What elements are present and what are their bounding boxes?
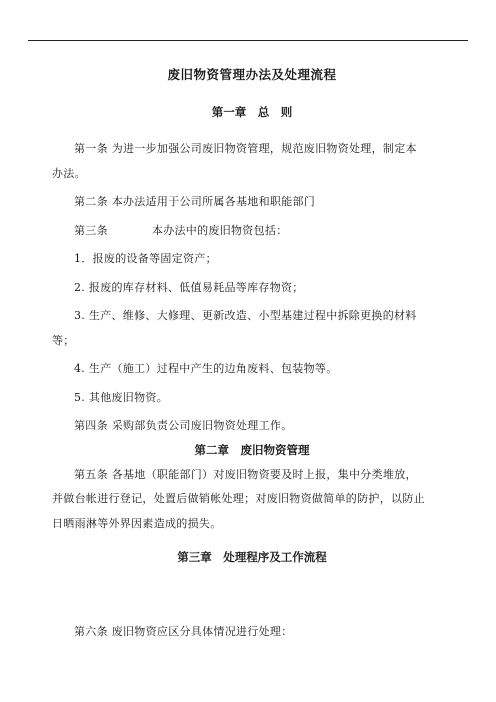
list-item: 1．报废的设备等固定资产；	[74, 252, 217, 265]
list-item: 2. 报废的库存材料、低值易耗品等库存物资；	[74, 280, 304, 294]
list-item: 3. 生产、维修、大修理、更新改造、小型基建过程中拆除更换的材料等；	[52, 309, 417, 347]
document-title: 废旧物资管理办法及处理流程	[167, 67, 337, 82]
list-item: 4. 生产（施工）过程中产生的边角废料、包装物等。	[74, 362, 338, 375]
chapter-3-heading: 第三章 处理程序及工作流程	[177, 550, 327, 564]
chapter-2-heading: 第二章 废旧物资管理	[194, 442, 310, 457]
header-rule	[28, 40, 468, 41]
article-3	[52, 219, 428, 244]
article-3-text: 本办法中的废旧物资包括：	[151, 223, 288, 237]
list-item: 5. 其他废旧物资。	[74, 390, 168, 404]
article-4: 第四条 采购部负责公司废旧物资处理工作。	[74, 419, 293, 432]
article-2: 第二条 本办法适用于公司所属各基地和职能部门	[74, 195, 316, 208]
document-body	[52, 66, 428, 645]
article-1: 第一条 为进一步加强公司废旧物资管理，规范废旧物资处理，制定本办法。	[52, 142, 417, 180]
chapter-1-heading: 第一章 总 则	[211, 105, 293, 119]
article-3-label: 第三条	[74, 223, 108, 237]
article-6: 第六条 废旧物资应区分具体情况进行处理：	[74, 625, 293, 638]
article-5: 第五条 各基地（职能部门）对废旧物资要及时上报，集中分类堆放，并做台帐进行登记，处置后做销帐处理；对废旧物资做简单的防护，以防止日晒雨淋等外界因素造成的损失。	[52, 467, 425, 530]
